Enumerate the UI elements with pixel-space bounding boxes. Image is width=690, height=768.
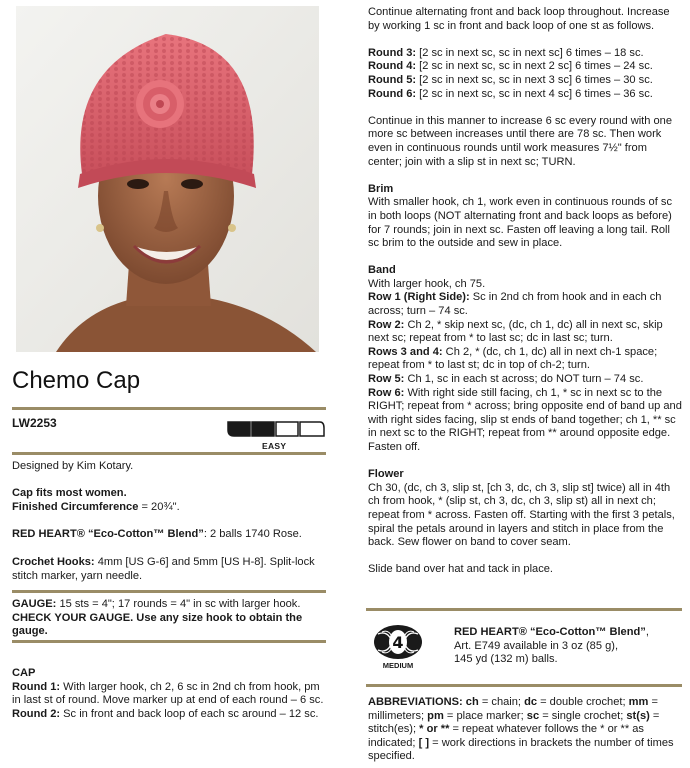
skill-level-label: EASY <box>262 441 287 451</box>
hooks-label: Crochet Hooks: <box>12 556 95 568</box>
abbrev-term: pm <box>424 709 444 722</box>
band-heading: Band <box>368 264 396 277</box>
abbrev-def: = millimeters; <box>368 696 658 722</box>
cap-section <box>12 667 328 721</box>
round-text: Sc in front and back loop of each sc around – 12 sc. <box>60 707 319 720</box>
round-text: [2 sc in next sc, sc in next 4 sc] 6 times – 36 sc. <box>416 87 653 100</box>
abbrev-def: = repeat whatever follows the * or ** as indicated; <box>368 723 644 749</box>
round-item <box>368 74 682 88</box>
divider <box>12 452 326 455</box>
abbrev-term: [ ] <box>415 736 430 749</box>
yarn-box-brand: RED HEART® “Eco-Cotton™ Blend” <box>454 626 646 638</box>
yarn-brand: RED HEART® “Eco-Cotton™ Blend” <box>12 528 204 540</box>
row-label: Row 2: <box>368 318 405 331</box>
gauge-check: CHECK YOUR GAUGE. Use any size hook to obtain the gauge. <box>12 611 303 638</box>
circumference-value: = 20¾". <box>138 500 180 513</box>
flower-section <box>368 468 682 550</box>
yarn-weight-info <box>454 626 682 667</box>
band-intro: With larger hook, ch 75. <box>368 277 486 290</box>
round-text: [2 sc in next sc, sc in next sc] 6 times – 18 sc. <box>416 46 644 59</box>
round-label: Round 4: <box>368 60 417 73</box>
round-text: [2 sc in next sc, sc in next 2 sc] 6 times – 24 sc. <box>416 60 653 73</box>
cap-round-2 <box>12 708 328 722</box>
brim-text: With smaller hook, ch 1, work even in continuous rounds of sc in both loops (NOT alternating front and back loops as before) for 7 rounds; join in next sc. Fasten off leaving a long tail. Roll sc brim to the outside and sew in place. <box>368 196 672 250</box>
brim-section <box>368 183 682 251</box>
round-text: With larger hook, ch 2, 6 sc in 2nd ch from hook, pm in last st of round. Move marker up at end of each round – 6 sc. <box>12 680 324 707</box>
divider <box>12 407 326 410</box>
band-row <box>368 346 682 373</box>
flower-text: Ch 30, (dc, ch 3, slip st, [ch 3, dc, ch 3, slip st] twice) all in 4th ch from hook, * (slip st, ch 3, dc, ch 3, slip st) all in next ch; repeat from * across. Fasten off. Starting with the first 3 petals, spiral the petals around in layers and stitch in place from the back. Sew flower on band to cover seam. <box>368 481 675 549</box>
divider <box>12 590 326 593</box>
abbrev-def: = stitch(es); <box>368 709 660 736</box>
flower-heading: Flower <box>368 468 404 481</box>
increase-intro: Continue alternating front and back loop throughout. Increase by working 1 sc in front and back loop of one st as follows. <box>368 6 670 32</box>
row-label: Row 1 (Right Side): <box>368 291 470 304</box>
abbrev-def: = double crochet; <box>537 696 626 708</box>
brand-suffix: , <box>645 626 649 638</box>
abbreviations <box>368 696 682 764</box>
abbrev-label: ABBREVIATIONS: <box>368 696 463 708</box>
round-label: Round 6: <box>368 87 417 100</box>
weight-label: MEDIUM <box>382 661 414 670</box>
circumference-label: Finished Circumference <box>12 500 139 513</box>
yarn-box-art: Art. E749 available in 3 oz (85 g), <box>454 639 619 652</box>
brim-heading: Brim <box>368 182 394 195</box>
divider <box>366 684 682 687</box>
yarn-box-yardage: 145 yd (132 m) balls. <box>454 653 558 666</box>
divider <box>12 640 326 643</box>
band-row <box>368 319 682 346</box>
round-item <box>368 47 682 61</box>
round-label: Round 3: <box>368 46 417 59</box>
row-label: Row 5: <box>368 373 405 386</box>
gauge-label: GAUGE: <box>12 598 57 610</box>
weight-number: 4 <box>392 633 404 652</box>
band-row <box>368 387 682 455</box>
row-text: Sc in 2nd ch from hook and in each ch across; turn – 74 sc. <box>368 291 662 318</box>
row-text: Ch 1, sc in each st across; do NOT turn – 74 sc. <box>404 373 644 386</box>
cap-heading: CAP <box>12 667 36 679</box>
abbrev-term: mm <box>625 696 649 708</box>
abbrev-def: = chain; <box>478 696 521 708</box>
gauge-value: 15 sts = 4"; 17 rounds = 4" in sc with larger hook. <box>56 598 301 610</box>
finish-text: Slide band over hat and tack in place. <box>368 563 554 576</box>
pattern-number: LW2253 <box>12 416 57 430</box>
designer-credit: Designed by Kim Kotary. <box>12 460 134 472</box>
band-row <box>368 291 682 318</box>
fit-line: Cap fits most women. <box>12 487 127 499</box>
yarn-weight-box <box>366 616 682 678</box>
hooks-info <box>12 556 322 583</box>
abbrev-term: st(s) <box>623 709 650 722</box>
row-label: Row 6: <box>368 386 405 399</box>
abbrev-term: dc <box>521 696 538 708</box>
round-text: [2 sc in next sc, sc in next 3 sc] 6 times – 30 sc. <box>416 73 653 86</box>
row-text: Ch 2, * (dc, ch 1, dc) all in next ch-1 space; repeat from * to last st; dc in top of ch-2; turn. <box>368 345 658 372</box>
row-text: With right side still facing, ch 1, * sc in next sc to the RIGHT; repeat from * across; bring opposite end of band up and with right sides facing, slip st ends of band together; ch 1, ** sc in next sc to the RIGHT; repeat from ** around opposite edge. Fasten off. <box>368 386 682 453</box>
gauge-info <box>12 598 326 639</box>
band-row <box>368 373 682 387</box>
band-section <box>368 264 682 454</box>
divider <box>366 608 682 611</box>
abbrev-def: = single crochet; <box>539 709 624 722</box>
row-label: Rows 3 and 4: <box>368 345 443 358</box>
increase-rounds <box>368 47 682 101</box>
round-item <box>368 88 682 102</box>
abbrev-term: sc <box>523 709 540 722</box>
round-label: Round 1: <box>12 680 61 693</box>
continue-text: Continue in this manner to increase 6 sc every round with one more sc between increases until there are 78 sc. Then work even in continuous rounds until work measures 7½" from center; join with a slip st in next sc; TURN. <box>368 114 673 168</box>
round-label: Round 5: <box>368 73 417 86</box>
page-title: Chemo Cap <box>12 367 141 394</box>
instructions-column <box>368 6 682 577</box>
round-item <box>368 60 682 74</box>
hooks-value: 4mm [US G-6] and 5mm [US H-8]. Split-lock stitch marker, yarn needle. <box>12 556 315 582</box>
hat-model-photo <box>16 6 319 352</box>
round-label: Round 2: <box>12 707 61 720</box>
yarn-box-brand-line <box>454 626 682 640</box>
abbrev-term: ch <box>462 696 479 708</box>
fit-info <box>12 487 322 514</box>
abbrev-def: = work directions in brackets the number of times specified. <box>368 736 674 763</box>
yarn-amount: : 2 balls 1740 Rose. <box>203 528 302 540</box>
row-text: Ch 2, * skip next sc, (dc, ch 1, dc) all in next sc, skip next sc; repeat from * to last sc; dc in last sc; turn. <box>368 318 663 345</box>
cap-round-1 <box>12 681 328 708</box>
abbrev-def: = place marker; <box>443 709 524 722</box>
abbrev-term: * or ** <box>416 723 450 736</box>
yarn-info <box>12 528 322 542</box>
